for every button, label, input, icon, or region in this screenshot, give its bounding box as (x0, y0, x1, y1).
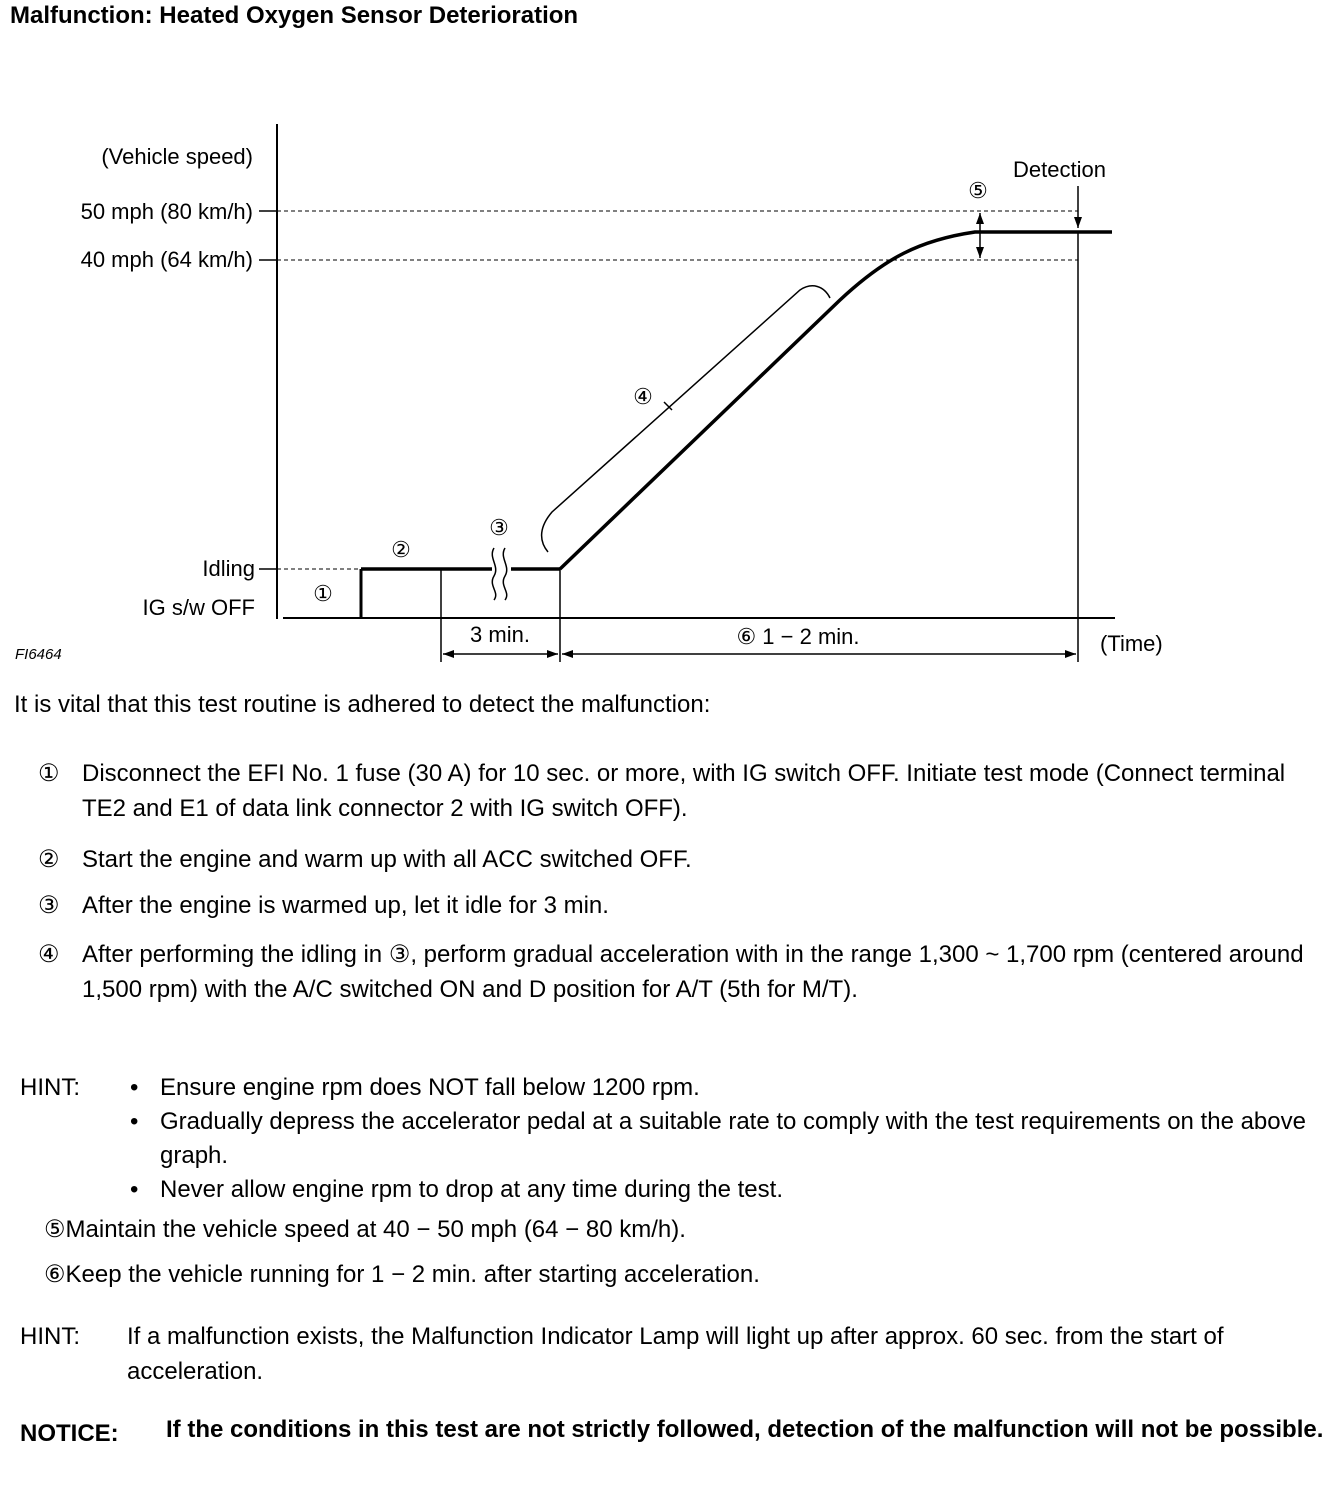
y-label-ig-off: IG s/w OFF (142, 595, 255, 620)
marker-2: ② (391, 537, 411, 562)
acceleration-bracket (542, 286, 830, 552)
y-label-idling: Idling (202, 556, 255, 581)
marker-5: ⑤ (968, 178, 988, 203)
step-1 (38, 756, 1313, 826)
step-6: ⑥Keep the vehicle running for 1 − 2 min. after starting acceleration. (44, 1261, 760, 1288)
time-axis-label: (Time) (1100, 631, 1163, 656)
marker-1: ① (313, 581, 333, 606)
y-label-50mph: 50 mph (80 km/h) (80, 199, 253, 224)
page-title: Malfunction: Heated Oxygen Sensor Deterioration (10, 2, 579, 29)
interval-1-2min-label: ⑥ 1 − 2 min. (736, 624, 860, 649)
step-2 (38, 842, 1313, 877)
figure-code: FI6464 (15, 646, 62, 663)
step-4 (38, 937, 1313, 1007)
notice-text: If the conditions in this test are not strictly followed, detection of the malfunction will not be possible. (166, 1416, 1324, 1443)
y-label-40mph: 40 mph (64 km/h) (80, 247, 253, 272)
test-pattern-diagram (0, 0, 1328, 690)
hint-label: HINT: (20, 1074, 80, 1101)
step-number: ① (38, 760, 60, 787)
hint-bullet: • Never allow engine rpm to drop at any time during the test. (130, 1173, 1310, 1207)
y-axis-label: (Vehicle speed) (101, 144, 253, 169)
marker-4: ④ (633, 384, 653, 409)
step-text: Start the engine and warm up with all ACC switched OFF. (82, 846, 692, 873)
step-5: ⑤Maintain the vehicle speed at 40 − 50 mph (64 − 80 km/h). (44, 1216, 686, 1243)
interval-3min-label: 3 min. (470, 622, 530, 647)
hint-bullet: • Gradually depress the accelerator pedal at a suitable rate to comply with the test requirements on the above graph. (130, 1105, 1310, 1173)
hint-bullet: • Ensure engine rpm does NOT fall below 1200 rpm. (130, 1071, 1310, 1105)
step-number: ④ (38, 941, 60, 968)
notice-label: NOTICE: (20, 1420, 119, 1447)
marker-3: ③ (489, 515, 509, 540)
hint-label: HINT: (20, 1323, 80, 1350)
step-number: ③ (38, 892, 60, 919)
hint-bullet-list (130, 1071, 1310, 1207)
step-text: Disconnect the EFI No. 1 fuse (30 A) for 10 sec. or more, with IG switch OFF. Initiate test mode (Connect terminal TE2 and E1 of data link connector 2 with IG switch OFF). (82, 760, 1286, 822)
hint-text: If a malfunction exists, the Malfunction Indicator Lamp will light up after approx. 60 sec. from the start of acceleration. (127, 1323, 1224, 1385)
step-text: After the engine is warmed up, let it idle for 3 min. (82, 892, 609, 919)
step-number: ② (38, 846, 60, 873)
step-text: After performing the idling in ③, perform gradual acceleration with in the range 1,300 ~ 1,700 rpm (centered around 1,500 rpm) with the A/C switched ON and D position for A/T (5th for M/T). (82, 941, 1304, 1003)
detection-label: Detection (1013, 157, 1106, 182)
time-break-symbol (492, 548, 506, 600)
intro-text: It is vital that this test routine is adhered to detect the malfunction: (14, 691, 711, 718)
step-3 (38, 888, 1313, 923)
